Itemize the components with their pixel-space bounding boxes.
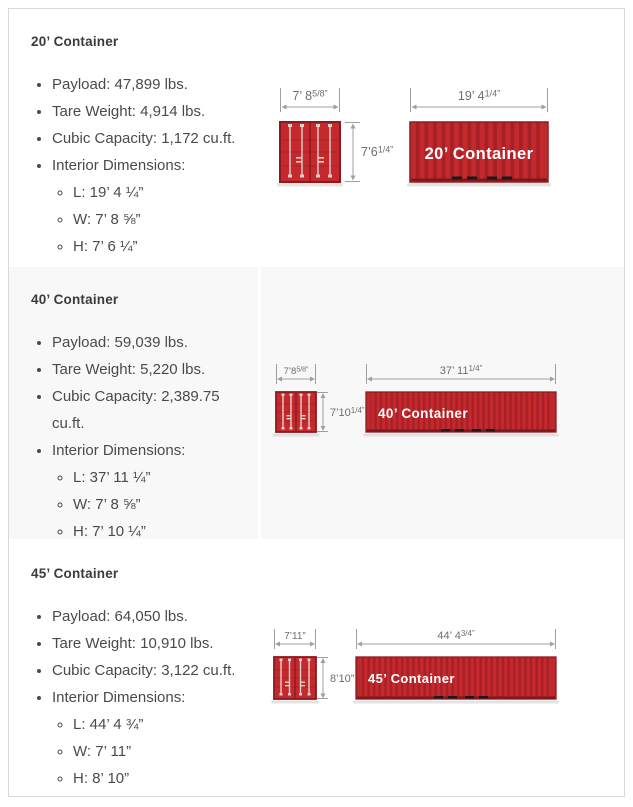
side-view xyxy=(410,122,548,182)
container-diagram-40ft xyxy=(261,308,624,498)
container-section-45ft xyxy=(9,541,624,795)
spec-list xyxy=(23,71,250,260)
height-dimension-label: $7’6^{1/4”}$ xyxy=(361,144,394,159)
interior-dim-height: ◦ H: 7’ 10 ¼” xyxy=(73,518,250,545)
interior-dim-length: ◦ L: 37’ 11 ¼” xyxy=(73,464,250,491)
section-title: 20’ Container xyxy=(31,34,119,49)
spec-item-tare: • Tare Weight: 5,220 lbs. xyxy=(52,356,250,383)
width-dimension xyxy=(281,88,340,112)
interior-dim-height: ◦ H: 7’ 6 ¼” xyxy=(73,233,250,260)
spec-item-interior xyxy=(52,684,250,792)
container-side-label: 40’ Container xyxy=(378,406,468,421)
height-dimension xyxy=(317,393,365,432)
interior-dim-width: ◦ W: 7’ 11” xyxy=(73,738,250,765)
length-dimension-label: 19’ $4^{1/4”}$ xyxy=(457,88,501,103)
front-view xyxy=(280,122,340,182)
section-title: 40’ Container xyxy=(31,292,119,307)
height-dimension xyxy=(345,123,393,182)
width-dimension xyxy=(277,364,316,384)
container-shadow xyxy=(353,701,559,704)
diagram-panel-40ft xyxy=(261,267,624,539)
length-dimension-label: 37’ $11^{1/4”}$ xyxy=(439,364,483,377)
spec-list xyxy=(23,329,250,545)
height-dimension xyxy=(317,658,355,699)
interior-dimensions-list xyxy=(52,711,250,792)
spec-item-cubic: • Cubic Capacity: 3,122 cu.ft. xyxy=(52,657,250,684)
width-dimension xyxy=(275,629,316,649)
interior-dim-length: ◦ L: 44’ 4 ¾” xyxy=(73,711,250,738)
side-view xyxy=(366,392,556,432)
front-view xyxy=(276,392,316,432)
height-dimension-label: 8’10” xyxy=(330,673,355,685)
container-diagram-45ft xyxy=(261,575,624,765)
container-section-40ft xyxy=(9,267,624,539)
container-shadow xyxy=(363,434,559,437)
spec-panel-20ft xyxy=(9,9,258,265)
spec-panel-40ft xyxy=(9,267,258,539)
length-dimension xyxy=(357,629,556,649)
spec-item-payload: • Payload: 59,039 lbs. xyxy=(52,329,250,356)
width-dimension-label: $7’8^{5/8”}$ xyxy=(283,366,309,377)
interior-dimensions-label: Interior Dimensions: xyxy=(52,157,186,174)
container-shadow xyxy=(273,434,319,437)
container-shadow xyxy=(277,183,343,187)
diagram-panel-45ft xyxy=(261,541,624,795)
interior-dim-length: ◦ L: 19’ 4 ¼” xyxy=(73,179,250,206)
spec-item-cubic: • Cubic Capacity: 1,172 cu.ft. xyxy=(52,125,250,152)
container-diagram-20ft xyxy=(261,44,624,234)
height-dimension-label: $7’10^{1/4”}$ xyxy=(330,406,365,419)
interior-dim-width: ◦ W: 7’ 8 ⅝” xyxy=(73,206,250,233)
front-view xyxy=(274,657,316,699)
side-view xyxy=(356,657,556,699)
length-dimension-label: 44’ $4^{3/4”}$ xyxy=(437,629,475,642)
container-shadow xyxy=(407,183,551,187)
diagram-panel-20ft xyxy=(261,9,624,265)
spec-item-payload: • Payload: 47,899 lbs. xyxy=(52,71,250,98)
spec-item-tare: • Tare Weight: 10,910 lbs. xyxy=(52,630,250,657)
interior-dim-height: ◦ H: 8’ 10” xyxy=(73,765,250,792)
interior-dimensions-label: Interior Dimensions: xyxy=(52,689,186,706)
width-dimension-label: 7’11” xyxy=(284,631,306,642)
section-title: 45’ Container xyxy=(31,566,119,581)
container-section-20ft xyxy=(9,9,624,265)
spec-item-interior xyxy=(52,437,250,545)
spec-list xyxy=(23,603,250,792)
container-specs-card xyxy=(8,8,625,797)
container-side-label: 45’ Container xyxy=(368,671,455,686)
spec-item-tare: • Tare Weight: 4,914 lbs. xyxy=(52,98,250,125)
length-dimension xyxy=(367,364,556,384)
interior-dimensions-label: Interior Dimensions: xyxy=(52,442,186,459)
width-dimension-label: 7’ $8^{5/8”}$ xyxy=(292,88,328,103)
interior-dimensions-list xyxy=(52,179,250,260)
spec-item-payload: • Payload: 64,050 lbs. xyxy=(52,603,250,630)
container-shadow xyxy=(271,701,319,704)
length-dimension xyxy=(411,88,548,112)
interior-dimensions-list xyxy=(52,464,250,545)
container-side-label: 20’ Container xyxy=(424,145,534,163)
interior-dim-width: ◦ W: 7’ 8 ⅝” xyxy=(73,491,250,518)
spec-panel-45ft xyxy=(9,541,258,795)
spec-item-interior xyxy=(52,152,250,260)
spec-item-cubic: • Cubic Capacity: 2,389.75 cu.ft. xyxy=(52,383,250,437)
